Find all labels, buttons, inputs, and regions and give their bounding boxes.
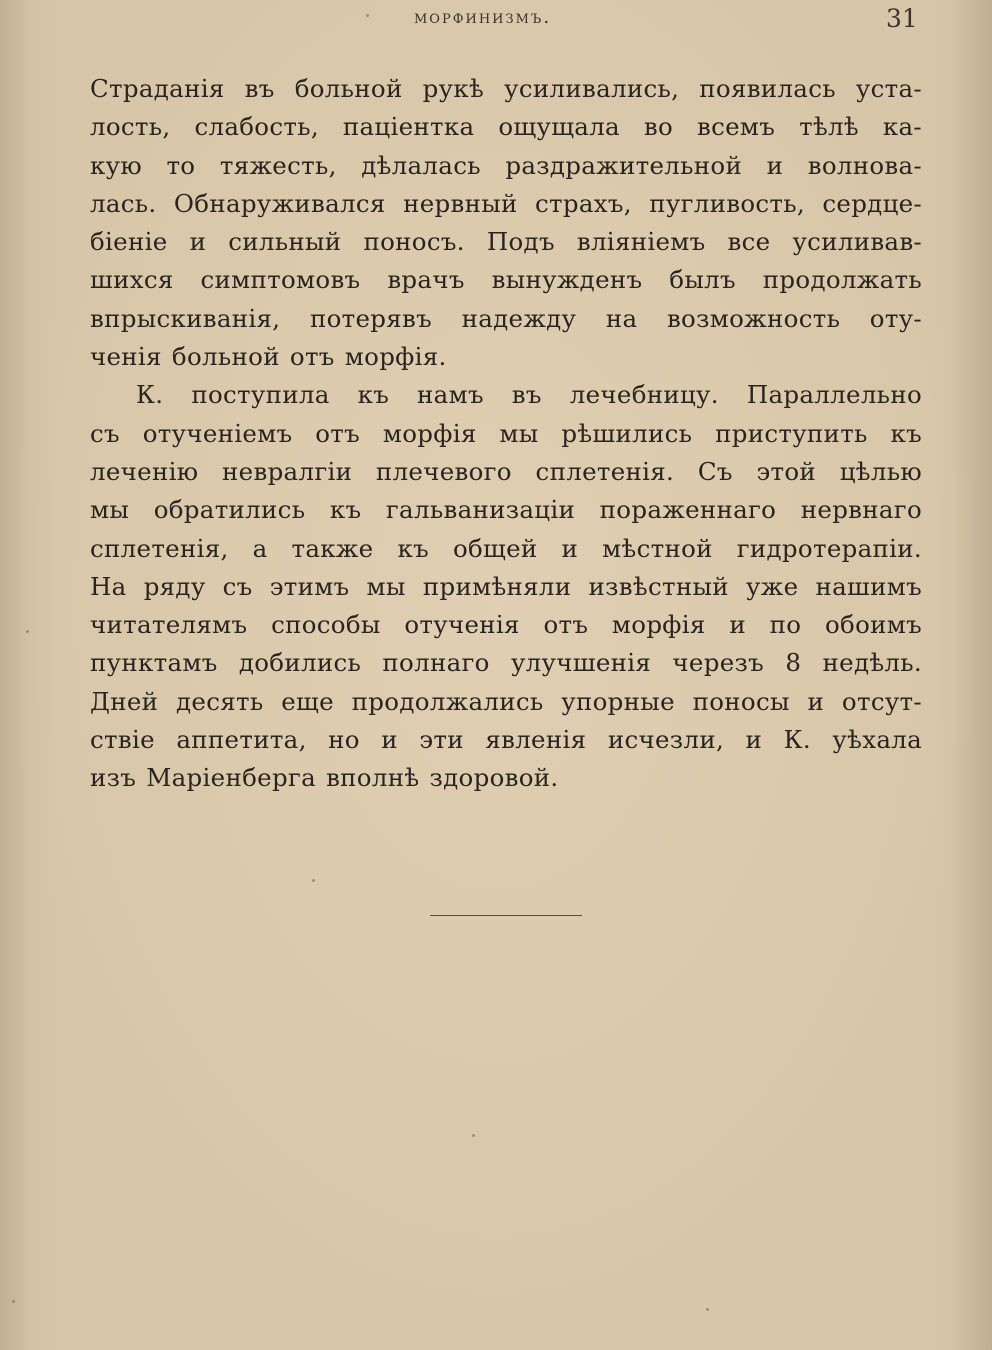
text-line: леченію невралгіи плечевого сплетенія. Съ этой цѣлью bbox=[90, 456, 922, 486]
text-line: впрыскиванія, потерявъ надежду на возможность оту- bbox=[90, 303, 922, 333]
text-line: кую то тяжесть, дѣлалась раздражительной и волнова- bbox=[90, 150, 922, 180]
text-line: лость, слабость, пацiентка ощущала во всемъ тѣлѣ ка- bbox=[90, 112, 922, 142]
text-line: К. поступила къ намъ въ лечебницу. Параллельно bbox=[136, 380, 922, 410]
body-text bbox=[90, 70, 922, 798]
text-line: сплетенія, а также къ общей и мѣстной гидротерапіи. bbox=[90, 533, 922, 563]
text-line: На ряду съ этимъ мы примѣняли извѣстный уже нашимъ bbox=[90, 571, 922, 601]
paper-speck bbox=[12, 1300, 15, 1303]
text-line: ченія больной отъ морфія. bbox=[90, 342, 447, 372]
text-line: шихся симптомовъ врачъ вынужденъ былъ продолжать bbox=[90, 265, 922, 295]
text-line: съ отученіемъ отъ морфія мы рѣшились приступить къ bbox=[90, 418, 922, 448]
text-line: мы обратились къ гальванизаціи пораженнаго нервнаго bbox=[90, 495, 922, 525]
paper-speck bbox=[26, 630, 29, 633]
paper-speck bbox=[706, 1308, 709, 1311]
page-edge-shadow-right bbox=[952, 0, 992, 1350]
text-line: лась. Обнаруживался нервный страхъ, пугливость, сердце- bbox=[90, 188, 922, 218]
paper-speck bbox=[366, 14, 369, 17]
running-head bbox=[0, 6, 992, 36]
running-title: морфинизмъ. bbox=[414, 6, 552, 28]
paragraph-2 bbox=[90, 376, 922, 797]
text-line: ствіе аппетита, но и эти явленія исчезли, и К. уѣхала bbox=[90, 725, 922, 755]
page-edge-shadow-left bbox=[0, 0, 30, 1350]
text-line: біеніе и сильный поносъ. Подъ вліяніемъ все усиливав- bbox=[90, 227, 922, 257]
text-line: Дней десять еще продолжались упорные поносы и отсут- bbox=[90, 686, 922, 716]
text-line: Страданія въ больной рукѣ усиливались, появилась уста- bbox=[90, 74, 922, 103]
text-line: читателямъ способы отученія отъ морфія и по обоимъ bbox=[90, 610, 922, 640]
paragraph-1 bbox=[90, 70, 922, 376]
text-line: пунктамъ добились полнаго улучшенія черезъ 8 недѣль. bbox=[90, 648, 922, 678]
paper-speck bbox=[472, 1134, 475, 1137]
page-number: 31 bbox=[886, 4, 918, 33]
text-line: изъ Маріенберга вполнѣ здоровой. bbox=[90, 763, 559, 793]
paper-speck bbox=[312, 879, 315, 882]
end-rule bbox=[430, 915, 582, 916]
